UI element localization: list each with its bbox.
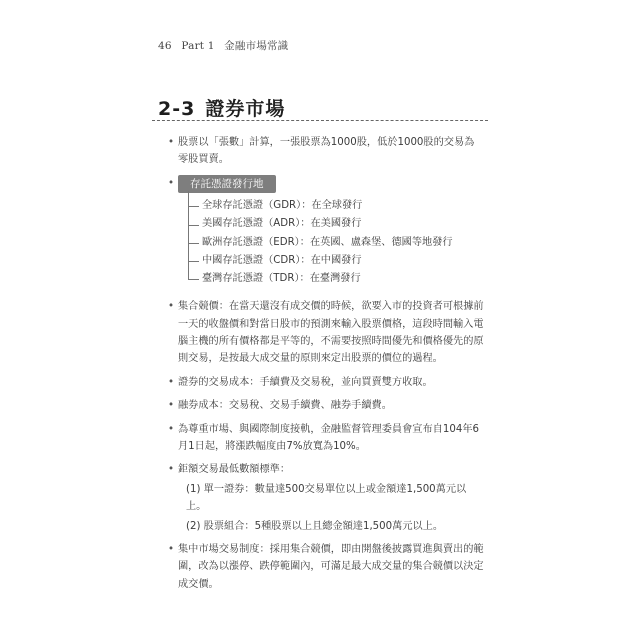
part-label: Part 1 xyxy=(181,40,215,52)
bullet-item-depositary-receipts xyxy=(166,175,484,193)
running-header xyxy=(158,38,294,53)
tree-branch: 中國存託憑證（CDR）：在中國發行 xyxy=(188,252,484,270)
tree-branch: 美國存託憑證（ADR）：在美國發行 xyxy=(188,215,484,233)
bullet-item: • 為尊重市場、與國際制度接軌，金融監督管理委員會宣布自104年6月1日起，將漲跌幅度由7%放寬為10%。 xyxy=(166,421,484,456)
sub-item: (1) 單一證券：數量達500交易單位以上或金額達1,500萬元以上。 xyxy=(186,483,467,513)
page-body xyxy=(166,134,484,599)
bullet-item: • 股票以「張數」計算，一張股票為1000股，低於1000股的交易為零股買賣。 xyxy=(166,134,484,169)
tree-branch: 臺灣存託憑證（TDR）：在臺灣發行 xyxy=(188,270,484,288)
section-title: 證券市場 xyxy=(205,98,286,120)
bullet-item: • 融券成本：交易稅、交易手續費、融券手續費。 xyxy=(166,397,484,414)
section-number: 2-3 xyxy=(158,98,196,120)
chapter-title: 金融市場常識 xyxy=(224,40,289,52)
section-heading xyxy=(158,94,285,121)
depositary-receipt-badge: 存託憑證發行地 xyxy=(178,175,276,193)
dashed-divider xyxy=(152,120,488,121)
bullet-item xyxy=(166,461,484,535)
bullet-item: • 證券的交易成本：手續費及交易稅，並向買賣雙方收取。 xyxy=(166,374,484,391)
sub-item: (2) 股票組合：5種股票以上且總金額達1,500萬元以上。 xyxy=(186,520,444,532)
bullet-item: • 集合競價：在當天還沒有成交價的時候，欲要入市的投資者可根據前一天的收盤價和對當日股市的預測來輸入股票價格，這段時間輸入電腦主機的所有價格都是平等的，不需要按照時間優先和價格優先的原則交易，是按最大成交量的原則來定出股票的價位的過程。 xyxy=(166,298,484,368)
bullet-item: • 集中市場交易制度：採用集合競價，即由開盤後披露買進與賣出的範圍，改為以漲停、跌停範圍內，可滿足最大成交量的集合競價以決定成交價。 xyxy=(166,541,484,593)
bullet-text: • 鉅額交易最低數額標準： xyxy=(178,464,291,476)
depositary-receipt-tree xyxy=(188,197,484,288)
tree-branch: 歐洲存託憑證（EDR）：在英國、盧森堡、德國等地發行 xyxy=(188,234,484,252)
page-number: 46 xyxy=(158,40,172,52)
tree-branch: 全球存託憑證（GDR）：在全球發行 xyxy=(188,197,484,215)
